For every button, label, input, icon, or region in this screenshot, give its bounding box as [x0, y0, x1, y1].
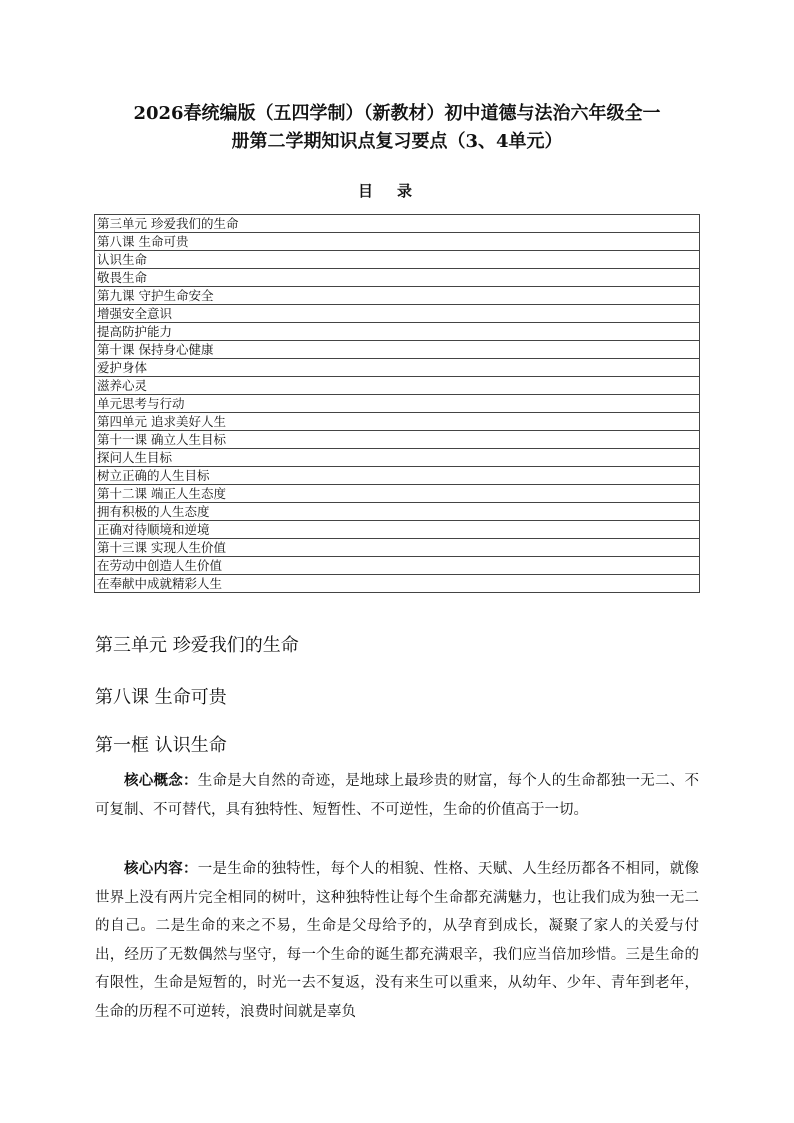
core-content-label: 核心内容： [124, 860, 198, 877]
toc-row[interactable] [95, 215, 700, 233]
toc-row[interactable] [95, 521, 700, 539]
lesson-heading: 第八课 生命可贵 [95, 687, 227, 708]
toc-entry[interactable]: 单元思考与行动 [95, 395, 700, 413]
toc-row[interactable] [95, 575, 700, 593]
toc-entry[interactable]: 第十一课 确立人生目标 [95, 431, 700, 449]
toc-entry[interactable]: 第九课 守护生命安全 [95, 287, 700, 305]
toc-row[interactable] [95, 251, 700, 269]
toc-entry[interactable]: 正确对待顺境和逆境 [95, 521, 700, 539]
toc-entry[interactable]: 在奉献中成就精彩人生 [95, 575, 700, 593]
toc-row[interactable] [95, 503, 700, 521]
toc-row[interactable] [95, 395, 700, 413]
toc-row[interactable] [95, 539, 700, 557]
toc-entry[interactable]: 增强安全意识 [95, 305, 700, 323]
toc-row[interactable] [95, 341, 700, 359]
toc-entry[interactable]: 第十三课 实现人生价值 [95, 539, 700, 557]
toc-entry[interactable]: 第八课 生命可贵 [95, 233, 700, 251]
toc-row[interactable] [95, 377, 700, 395]
document-title [95, 100, 699, 156]
toc-row[interactable] [95, 323, 700, 341]
toc-entry[interactable]: 第三单元 珍爱我们的生命 [95, 215, 700, 233]
toc-row[interactable] [95, 359, 700, 377]
toc-row[interactable] [95, 305, 700, 323]
unit-heading: 第三单元 珍爱我们的生命 [95, 635, 299, 656]
toc-entry[interactable]: 敬畏生命 [95, 269, 700, 287]
toc-heading: 目录 [357, 182, 436, 200]
toc-entry[interactable]: 认识生命 [95, 251, 700, 269]
core-content-paragraph [95, 855, 699, 1026]
toc-entry[interactable]: 拥有积极的人生态度 [95, 503, 700, 521]
toc-entry[interactable]: 爱护身体 [95, 359, 700, 377]
toc-entry[interactable]: 滋养心灵 [95, 377, 700, 395]
toc-entry[interactable]: 第十二课 端正人生态度 [95, 485, 700, 503]
title-line-1: 2026春统编版（五四学制）（新教材）初中道德与法治六年级全一 [133, 103, 661, 124]
toc-entry[interactable]: 第十课 保持身心健康 [95, 341, 700, 359]
toc-row[interactable] [95, 485, 700, 503]
toc-row[interactable] [95, 287, 700, 305]
toc-entry[interactable]: 在劳动中创造人生价值 [95, 557, 700, 575]
core-concept-paragraph [95, 767, 699, 824]
toc-row[interactable] [95, 431, 700, 449]
toc-entry[interactable]: 树立正确的人生目标 [95, 467, 700, 485]
toc-entry[interactable]: 提高防护能力 [95, 323, 700, 341]
title-line-2: 册第二学期知识点复习要点（3、4单元） [231, 131, 563, 152]
toc-row[interactable] [95, 269, 700, 287]
toc-entry[interactable]: 探问人生目标 [95, 449, 700, 467]
toc-row[interactable] [95, 557, 700, 575]
section-heading: 第一框 认识生命 [95, 735, 227, 756]
toc-row[interactable] [95, 413, 700, 431]
table-of-contents [94, 214, 700, 593]
toc-entry[interactable]: 第四单元 追求美好人生 [95, 413, 700, 431]
core-concept-text: 生命是大自然的奇迹，是地球上最珍贵的财富，每个人的生命都独一无二、不可复制、不可替代，具有独特性、短暂性、不可逆性，生命的价值高于一切。 [95, 773, 699, 818]
core-concept-label: 核心概念： [124, 772, 198, 789]
core-content-text: 一是生命的独特性，每个人的相貌、性格、天赋、人生经历都各不相同，就像世界上没有两片完全相同的树叶，这种独特性让每个生命都充满魅力，也让我们成为独一无二的自己。二是生命的来之不易，生命是父母给予的，从孕育到成长，凝聚了家人的关爱与付出，经历了无数偶然与坚守，每一个生命的诞生都充满艰辛，我们应当倍加珍惜。三是生命的有限性，生命是短暂的，时光一去不复返，没有来生可以重来，从幼年、少年、青年到老年，生命的历程不可逆转，浪费时间就是辜负 [95, 861, 699, 1020]
toc-row[interactable] [95, 467, 700, 485]
toc-row[interactable] [95, 233, 700, 251]
toc-row[interactable] [95, 449, 700, 467]
